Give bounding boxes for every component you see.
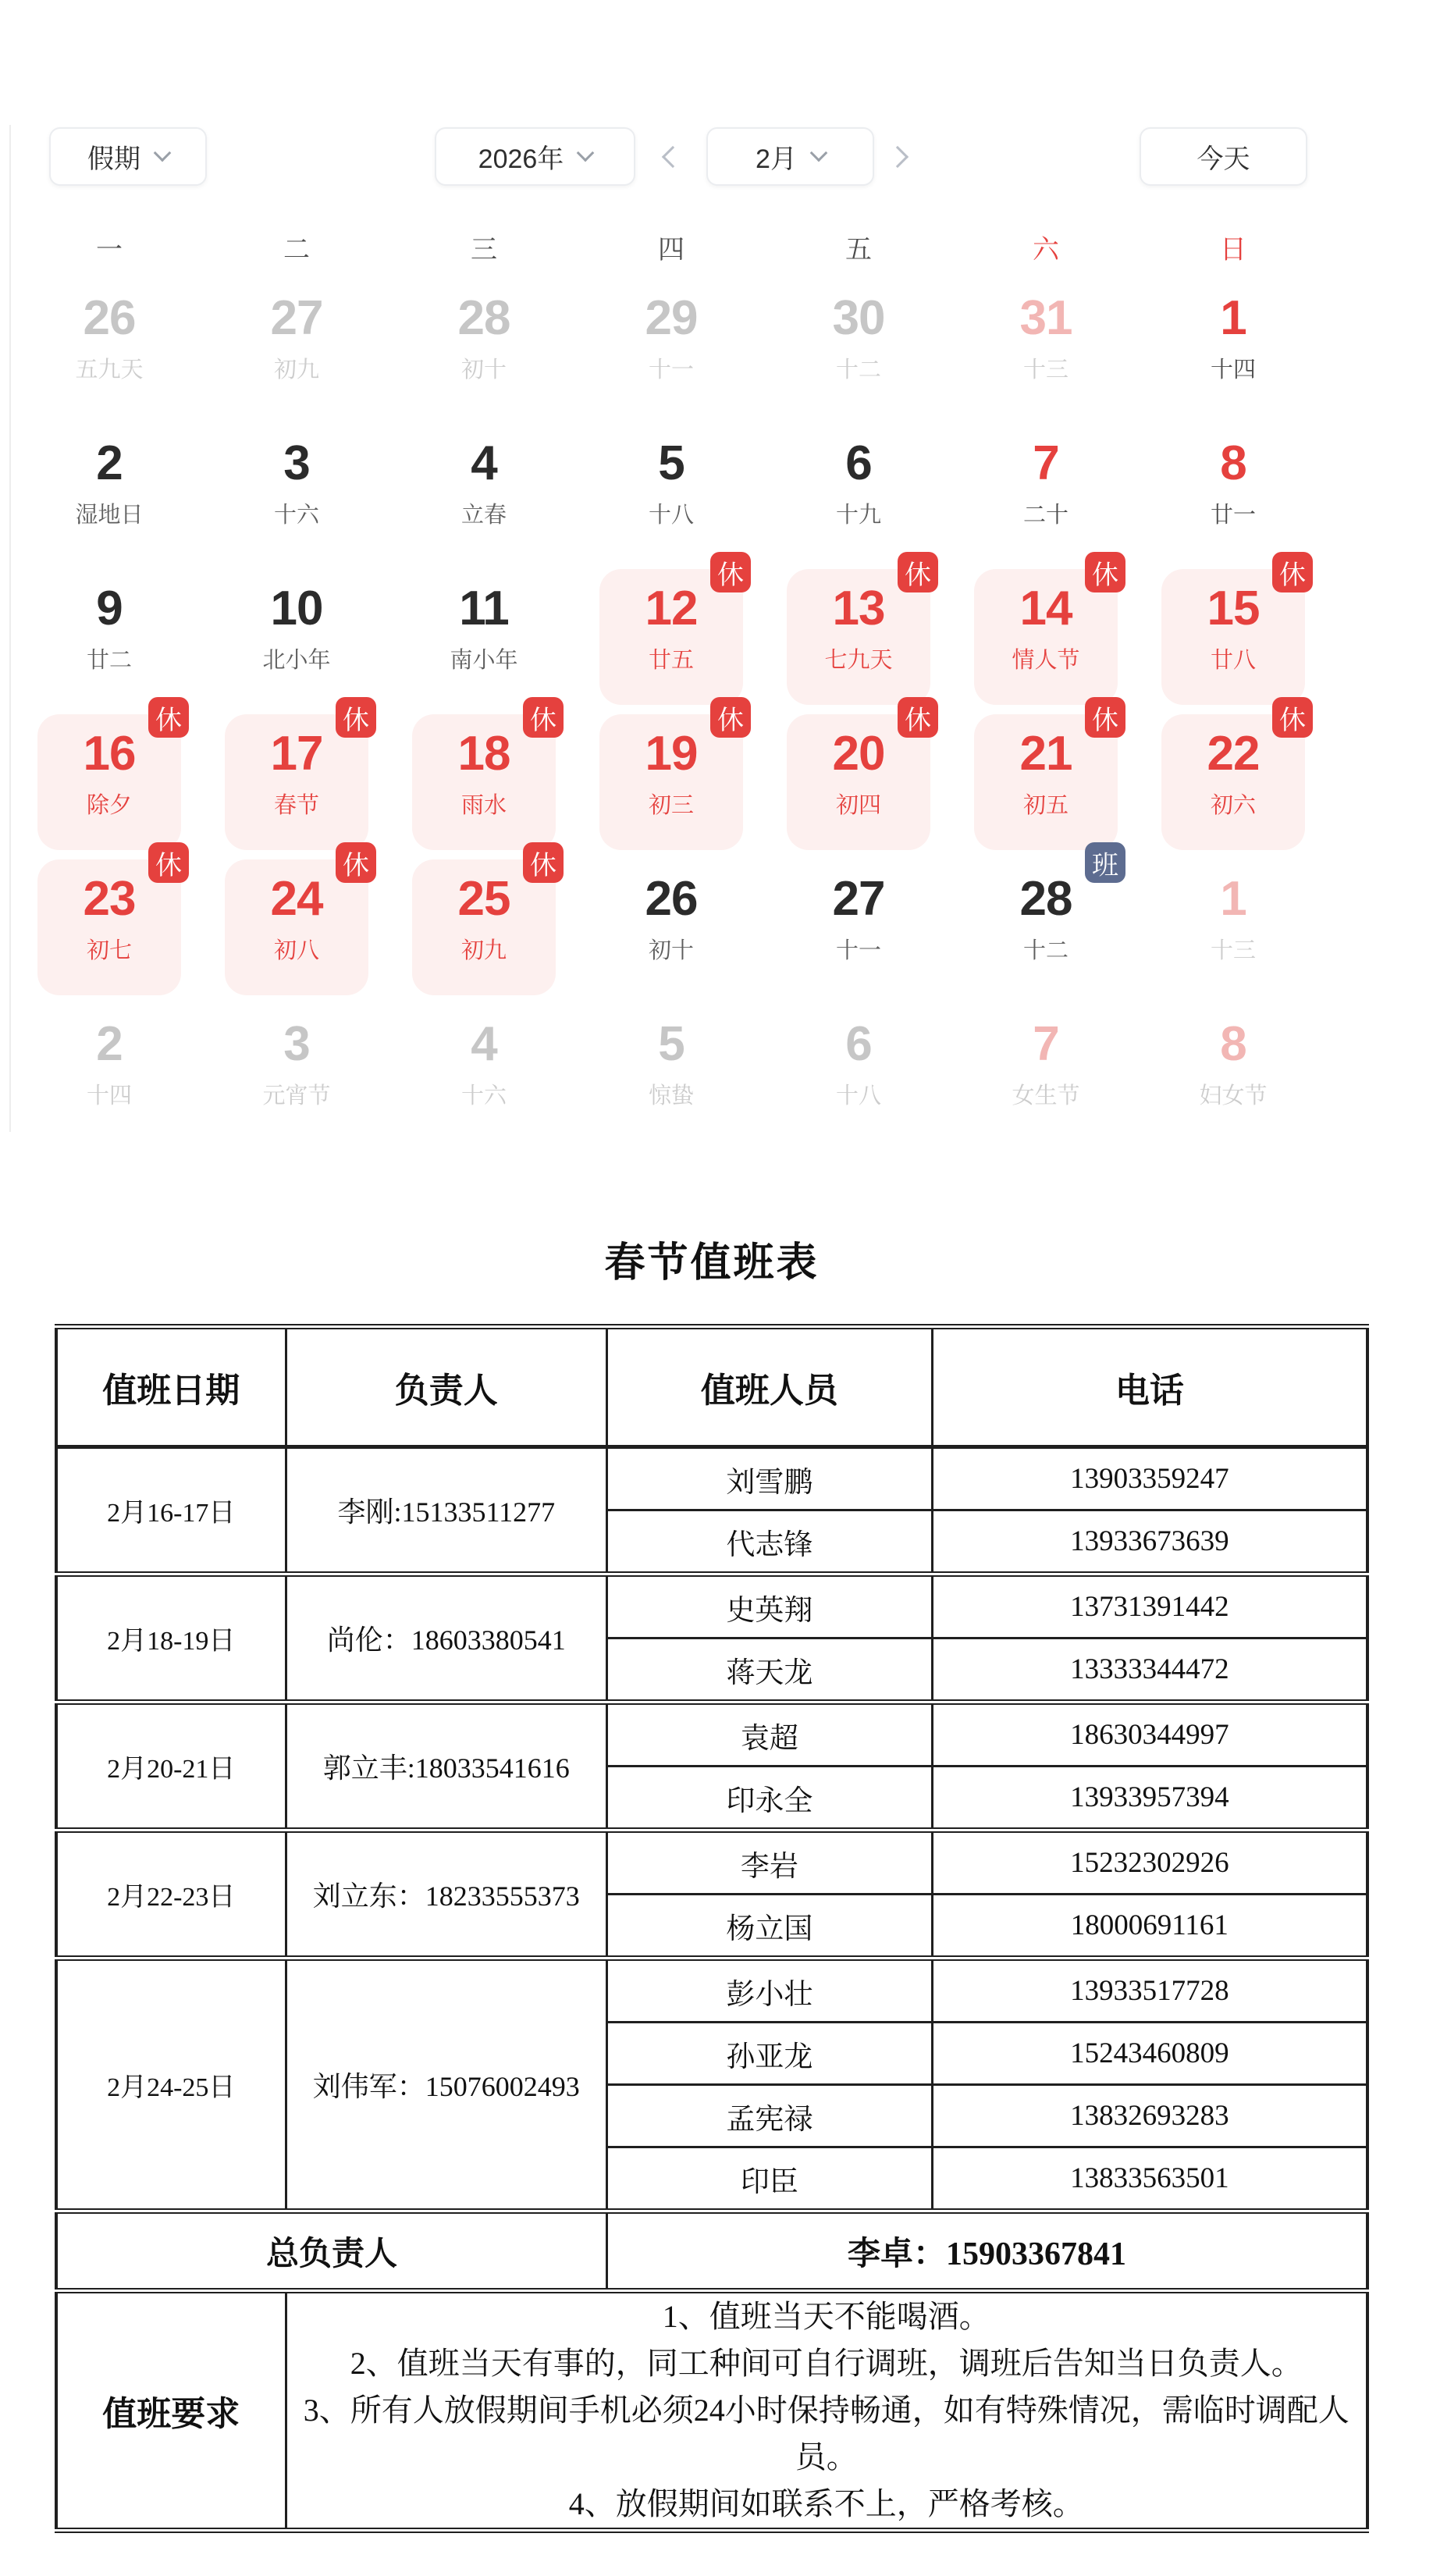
day-cell[interactable] bbox=[1140, 560, 1327, 710]
today-button-label: 今天 bbox=[1197, 144, 1250, 174]
day-number: 7 bbox=[1033, 436, 1059, 490]
duty-column-header: 值班人员 bbox=[607, 1327, 933, 1447]
day-cell[interactable] bbox=[16, 705, 203, 856]
today-button[interactable] bbox=[1140, 127, 1307, 186]
day-cell-box bbox=[37, 279, 181, 415]
day-number: 24 bbox=[270, 872, 323, 926]
day-cell[interactable] bbox=[765, 275, 952, 420]
rules-row bbox=[56, 2291, 1367, 2531]
day-number: 23 bbox=[83, 872, 136, 926]
duty-person-phone: 13833563501 bbox=[932, 2147, 1367, 2211]
day-lunar-label: 初十 bbox=[460, 358, 507, 382]
day-lunar-label: 情人节 bbox=[1012, 648, 1080, 673]
prev-month-button[interactable] bbox=[654, 127, 692, 186]
day-cell-box bbox=[412, 705, 556, 850]
rest-badge: 休 bbox=[523, 697, 564, 738]
duty-person-name: 杨立国 bbox=[607, 1895, 933, 1959]
day-number: 4 bbox=[471, 1017, 497, 1071]
day-number: 27 bbox=[270, 291, 323, 345]
day-cell-box bbox=[974, 424, 1118, 560]
duty-person-name: 孟宪禄 bbox=[607, 2085, 933, 2147]
day-cell-box bbox=[412, 424, 556, 560]
day-number: 2 bbox=[96, 1017, 123, 1071]
day-cell-box bbox=[787, 279, 930, 415]
day-number: 3 bbox=[283, 1017, 310, 1071]
duty-roster-section bbox=[55, 1229, 1369, 2533]
day-cell[interactable] bbox=[16, 275, 203, 420]
duty-person-name: 史英翔 bbox=[607, 1574, 933, 1638]
day-number: 13 bbox=[832, 582, 885, 635]
day-cell[interactable] bbox=[578, 1001, 765, 1146]
rule-line: 4、放假期间如联系不上，严格考核。 bbox=[568, 2486, 1084, 2521]
day-lunar-label: 十六 bbox=[273, 503, 319, 528]
day-cell[interactable] bbox=[16, 565, 203, 710]
day-cell-box bbox=[974, 560, 1118, 705]
rest-badge: 休 bbox=[336, 697, 376, 738]
day-cell[interactable] bbox=[765, 705, 952, 856]
rule-line: 1、值班当天不能喝酒。 bbox=[662, 2299, 990, 2334]
day-cell[interactable] bbox=[390, 565, 578, 710]
day-cell-box bbox=[37, 424, 181, 560]
chevron-right-icon bbox=[887, 145, 909, 167]
day-lunar-label: 初三 bbox=[648, 793, 694, 818]
rest-badge: 休 bbox=[336, 842, 376, 883]
duty-column-header: 电话 bbox=[932, 1327, 1367, 1447]
month-select-label: 2月 bbox=[756, 144, 797, 174]
weekday-header-row bbox=[16, 228, 1327, 266]
rest-badge: 休 bbox=[523, 842, 564, 883]
day-cell-box bbox=[412, 279, 556, 415]
holiday-filter-label: 假期 bbox=[87, 144, 140, 174]
day-cell[interactable] bbox=[578, 420, 765, 565]
duty-person-phone: 13832693283 bbox=[932, 2085, 1367, 2147]
weekday-label: 五 bbox=[845, 235, 872, 265]
day-cell[interactable] bbox=[952, 705, 1140, 856]
duty-staff-row bbox=[56, 1959, 1367, 2023]
chevron-down-icon bbox=[577, 144, 595, 162]
day-number: 7 bbox=[1033, 1017, 1059, 1071]
day-cell-box bbox=[974, 850, 1118, 995]
day-lunar-label: 十四 bbox=[86, 1083, 132, 1108]
duty-column-header: 负责人 bbox=[286, 1327, 607, 1447]
duty-date-cell: 2月20-21日 bbox=[56, 1703, 286, 1831]
work-badge: 班 bbox=[1085, 842, 1125, 883]
day-number: 30 bbox=[832, 291, 885, 345]
day-cell-box bbox=[974, 705, 1118, 850]
day-cell-box bbox=[225, 569, 368, 705]
weekday-label: 三 bbox=[471, 235, 497, 265]
day-cell-box bbox=[225, 705, 369, 850]
rest-badge: 休 bbox=[898, 697, 938, 738]
day-number: 5 bbox=[658, 436, 684, 490]
day-cell-box bbox=[787, 705, 931, 850]
day-cell-box bbox=[1161, 424, 1305, 560]
day-cell-box bbox=[225, 279, 368, 415]
day-cell[interactable] bbox=[578, 705, 765, 856]
day-number: 28 bbox=[1019, 872, 1072, 926]
day-cell[interactable] bbox=[16, 850, 203, 1001]
duty-person-name: 印臣 bbox=[607, 2147, 933, 2211]
day-lunar-label: 十八 bbox=[648, 503, 694, 528]
day-lunar-label: 初八 bbox=[273, 938, 319, 963]
rest-badge: 休 bbox=[1085, 697, 1125, 738]
duty-person-phone: 13903359247 bbox=[932, 1447, 1367, 1510]
duty-person-phone: 13933957394 bbox=[932, 1767, 1367, 1831]
day-number: 26 bbox=[645, 872, 698, 926]
day-cell[interactable] bbox=[765, 420, 952, 565]
day-cell-box bbox=[599, 705, 744, 850]
duty-date-cell: 2月22-23日 bbox=[56, 1831, 286, 1959]
duty-person-name: 李岩 bbox=[607, 1831, 933, 1895]
day-lunar-label: 妇女节 bbox=[1199, 1083, 1268, 1108]
day-number: 14 bbox=[1019, 582, 1072, 635]
day-cell[interactable] bbox=[578, 275, 765, 420]
day-cell-box bbox=[1161, 279, 1305, 415]
chief-row bbox=[56, 2211, 1367, 2291]
day-lunar-label: 十八 bbox=[835, 1083, 881, 1108]
rest-badge: 休 bbox=[710, 552, 751, 592]
rest-badge: 休 bbox=[710, 697, 751, 738]
duty-column-header: 值班日期 bbox=[56, 1327, 286, 1447]
month-select[interactable] bbox=[706, 127, 874, 186]
day-cell-box bbox=[412, 1005, 556, 1140]
duty-table-header bbox=[56, 1327, 1367, 1447]
duty-staff-row bbox=[56, 1703, 1367, 1767]
rule-line: 2、值班当天有事的，同工种间可自行调班，调班后告知当日负责人。 bbox=[350, 2346, 1303, 2381]
rest-badge: 休 bbox=[1272, 552, 1313, 592]
day-cell[interactable] bbox=[390, 850, 578, 1001]
holiday-filter-select[interactable] bbox=[49, 127, 207, 186]
day-number: 9 bbox=[96, 582, 123, 635]
duty-staff-row bbox=[56, 1831, 1367, 1895]
duty-person-name: 刘雪鹏 bbox=[607, 1447, 933, 1510]
day-lunar-label: 五九天 bbox=[75, 358, 144, 382]
day-cell-box bbox=[412, 850, 556, 995]
day-cell[interactable] bbox=[952, 560, 1140, 710]
day-cell[interactable] bbox=[1140, 420, 1327, 565]
day-lunar-label: 十九 bbox=[835, 503, 881, 528]
rules-content-cell bbox=[286, 2291, 1367, 2531]
day-cell[interactable] bbox=[1140, 1001, 1327, 1146]
day-cell-box bbox=[225, 424, 368, 560]
roster-title: 春节值班表 bbox=[604, 1241, 820, 1286]
weekday-label: 二 bbox=[283, 235, 310, 265]
day-lunar-label: 十四 bbox=[1210, 358, 1256, 382]
rest-badge: 休 bbox=[1272, 697, 1313, 738]
day-number: 29 bbox=[645, 291, 698, 345]
day-lunar-label: 廿二 bbox=[86, 648, 132, 673]
day-lunar-label: 北小年 bbox=[262, 648, 331, 673]
day-lunar-label: 初四 bbox=[835, 793, 881, 818]
rule-line: 3、所有人放假期间手机必须24小时保持畅通，如有特殊情况，需临时调配人员。 bbox=[303, 2393, 1349, 2475]
day-number: 28 bbox=[457, 291, 510, 345]
day-lunar-label: 十一 bbox=[648, 358, 694, 382]
day-cell[interactable] bbox=[203, 1001, 390, 1146]
day-lunar-label: 初九 bbox=[460, 938, 507, 963]
weekday-label: 日 bbox=[1220, 235, 1246, 265]
day-number: 2 bbox=[96, 436, 123, 490]
calendar-grid bbox=[16, 275, 1327, 1146]
day-cell-box bbox=[787, 1005, 930, 1140]
day-number: 17 bbox=[270, 727, 323, 781]
rules-label-cell: 值班要求 bbox=[56, 2291, 286, 2531]
day-cell[interactable] bbox=[952, 420, 1140, 565]
rest-badge: 休 bbox=[148, 842, 189, 883]
day-lunar-label: 初七 bbox=[86, 938, 132, 963]
duty-person-phone: 15232302926 bbox=[932, 1831, 1367, 1895]
duty-leader-cell: 尚伦：18603380541 bbox=[286, 1574, 607, 1703]
day-number: 10 bbox=[270, 582, 323, 635]
day-cell[interactable] bbox=[203, 565, 390, 710]
day-cell-box bbox=[787, 560, 931, 705]
day-cell[interactable] bbox=[203, 850, 390, 1001]
day-cell[interactable] bbox=[203, 705, 390, 856]
day-cell[interactable] bbox=[765, 1001, 952, 1146]
day-cell[interactable] bbox=[16, 420, 203, 565]
day-cell-box bbox=[599, 560, 744, 705]
duty-date-cell: 2月24-25日 bbox=[56, 1959, 286, 2211]
day-cell-box bbox=[225, 850, 369, 995]
duty-person-name: 孙亚龙 bbox=[607, 2023, 933, 2085]
year-select-label: 2026年 bbox=[478, 144, 564, 174]
duty-leader-cell: 李刚:15133511277 bbox=[286, 1447, 607, 1574]
day-cell[interactable] bbox=[16, 1001, 203, 1146]
day-number: 8 bbox=[1220, 436, 1246, 490]
day-number: 27 bbox=[832, 872, 885, 926]
year-select[interactable] bbox=[435, 127, 635, 186]
day-cell[interactable] bbox=[203, 275, 390, 420]
day-lunar-label: 七九天 bbox=[824, 648, 893, 673]
day-cell-box bbox=[974, 279, 1118, 415]
day-cell-box bbox=[599, 1005, 743, 1140]
day-cell[interactable] bbox=[578, 560, 765, 710]
duty-person-phone: 18630344997 bbox=[932, 1703, 1367, 1767]
day-lunar-label: 二十 bbox=[1022, 503, 1069, 528]
day-cell[interactable] bbox=[765, 560, 952, 710]
day-cell[interactable] bbox=[1140, 705, 1327, 856]
duty-person-phone: 13731391442 bbox=[932, 1574, 1367, 1638]
day-cell[interactable] bbox=[952, 850, 1140, 1001]
day-number: 1 bbox=[1220, 872, 1246, 926]
day-lunar-label: 廿五 bbox=[648, 648, 694, 673]
day-lunar-label: 十一 bbox=[835, 938, 881, 963]
chief-label-cell: 总负责人 bbox=[56, 2211, 607, 2291]
day-cell-box bbox=[1161, 1005, 1305, 1140]
day-cell-box bbox=[412, 569, 556, 705]
day-lunar-label: 女生节 bbox=[1012, 1083, 1080, 1108]
day-cell-box bbox=[37, 705, 182, 850]
day-lunar-label: 十三 bbox=[1022, 358, 1069, 382]
day-lunar-label: 立春 bbox=[460, 503, 507, 528]
day-cell-box bbox=[1161, 705, 1306, 850]
day-number: 25 bbox=[457, 872, 510, 926]
duty-date-cell: 2月18-19日 bbox=[56, 1574, 286, 1703]
day-cell-box bbox=[37, 1005, 181, 1140]
day-cell[interactable] bbox=[1140, 856, 1327, 1001]
day-lunar-label: 十二 bbox=[835, 358, 881, 382]
day-number: 8 bbox=[1220, 1017, 1246, 1071]
rest-badge: 休 bbox=[1085, 552, 1125, 592]
day-lunar-label: 十二 bbox=[1022, 938, 1069, 963]
day-number: 3 bbox=[283, 436, 310, 490]
duty-person-phone: 15243460809 bbox=[932, 2023, 1367, 2085]
day-cell-box bbox=[974, 1005, 1118, 1140]
next-month-button[interactable] bbox=[879, 127, 916, 186]
day-cell[interactable] bbox=[952, 1001, 1140, 1146]
day-cell-box bbox=[37, 850, 182, 995]
day-cell[interactable] bbox=[390, 275, 578, 420]
duty-staff-row bbox=[56, 1447, 1367, 1510]
day-cell[interactable] bbox=[578, 856, 765, 1001]
duty-date-cell: 2月16-17日 bbox=[56, 1447, 286, 1574]
chief-value-cell: 李卓：15903367841 bbox=[607, 2211, 1367, 2291]
day-number: 20 bbox=[832, 727, 885, 781]
day-cell[interactable] bbox=[390, 705, 578, 856]
day-number: 15 bbox=[1207, 582, 1260, 635]
day-number: 26 bbox=[83, 291, 136, 345]
day-number: 4 bbox=[471, 436, 497, 490]
day-number: 5 bbox=[658, 1017, 684, 1071]
day-cell-box bbox=[1161, 859, 1305, 995]
day-lunar-label: 南小年 bbox=[450, 648, 518, 673]
day-lunar-label: 初十 bbox=[648, 938, 694, 963]
day-cell-box bbox=[599, 859, 743, 995]
day-number: 16 bbox=[83, 727, 136, 781]
day-cell-box bbox=[599, 279, 743, 415]
day-cell-box bbox=[37, 569, 181, 705]
day-number: 6 bbox=[845, 436, 872, 490]
duty-person-name: 蒋天龙 bbox=[607, 1638, 933, 1703]
duty-person-name: 代志锋 bbox=[607, 1510, 933, 1574]
duty-person-phone: 13333344472 bbox=[932, 1638, 1367, 1703]
duty-person-phone: 18000691161 bbox=[932, 1895, 1367, 1959]
day-lunar-label: 除夕 bbox=[86, 793, 132, 818]
duty-person-name: 袁超 bbox=[607, 1703, 933, 1767]
chevron-left-icon bbox=[662, 145, 684, 167]
day-lunar-label: 初六 bbox=[1210, 793, 1256, 818]
duty-person-name: 彭小壮 bbox=[607, 1959, 933, 2023]
day-number: 6 bbox=[845, 1017, 872, 1071]
day-cell[interactable] bbox=[952, 275, 1140, 420]
day-number: 31 bbox=[1019, 291, 1072, 345]
duty-leader-cell: 郭立丰:18033541616 bbox=[286, 1703, 607, 1831]
day-cell[interactable] bbox=[765, 856, 952, 1001]
rest-badge: 休 bbox=[148, 697, 189, 738]
day-cell[interactable] bbox=[1140, 275, 1327, 420]
day-number: 1 bbox=[1220, 291, 1246, 345]
chevron-down-icon bbox=[810, 144, 828, 162]
day-lunar-label: 湿地日 bbox=[75, 503, 144, 528]
day-lunar-label: 元宵节 bbox=[262, 1083, 331, 1108]
day-cell-box bbox=[787, 859, 930, 995]
day-cell-box bbox=[225, 1005, 368, 1140]
day-cell[interactable] bbox=[390, 1001, 578, 1146]
day-number: 19 bbox=[645, 727, 698, 781]
calendar-card-left-border bbox=[9, 125, 11, 1132]
duty-leader-cell: 刘立东：18233555373 bbox=[286, 1831, 607, 1959]
day-lunar-label: 初九 bbox=[273, 358, 319, 382]
duty-staff-row bbox=[56, 1574, 1367, 1638]
day-cell-box bbox=[1161, 560, 1306, 705]
weekday-label: 四 bbox=[658, 235, 684, 265]
day-number: 11 bbox=[459, 582, 509, 635]
day-number: 12 bbox=[645, 582, 698, 635]
day-number: 18 bbox=[457, 727, 510, 781]
chevron-down-icon bbox=[154, 144, 172, 162]
day-lunar-label: 十三 bbox=[1210, 938, 1256, 963]
weekday-label: 一 bbox=[96, 235, 123, 265]
duty-person-phone: 13933673639 bbox=[932, 1510, 1367, 1574]
duty-person-phone: 13933517728 bbox=[932, 1959, 1367, 2023]
day-cell-box bbox=[787, 424, 930, 560]
day-number: 22 bbox=[1207, 727, 1260, 781]
day-lunar-label: 惊蛰 bbox=[648, 1083, 694, 1108]
day-cell[interactable] bbox=[390, 420, 578, 565]
day-lunar-label: 廿八 bbox=[1210, 648, 1256, 673]
day-lunar-label: 初五 bbox=[1022, 793, 1069, 818]
day-number: 21 bbox=[1019, 727, 1072, 781]
day-lunar-label: 廿一 bbox=[1210, 503, 1256, 528]
duty-leader-cell: 刘伟军：15076002493 bbox=[286, 1959, 607, 2211]
day-cell[interactable] bbox=[203, 420, 390, 565]
day-lunar-label: 雨水 bbox=[460, 793, 507, 818]
rest-badge: 休 bbox=[898, 552, 938, 592]
weekday-label: 六 bbox=[1033, 235, 1059, 265]
duty-person-name: 印永全 bbox=[607, 1767, 933, 1831]
day-lunar-label: 十六 bbox=[460, 1083, 507, 1108]
duty-table bbox=[55, 1324, 1369, 2533]
day-lunar-label: 春节 bbox=[273, 793, 319, 818]
day-cell-box bbox=[599, 424, 743, 560]
